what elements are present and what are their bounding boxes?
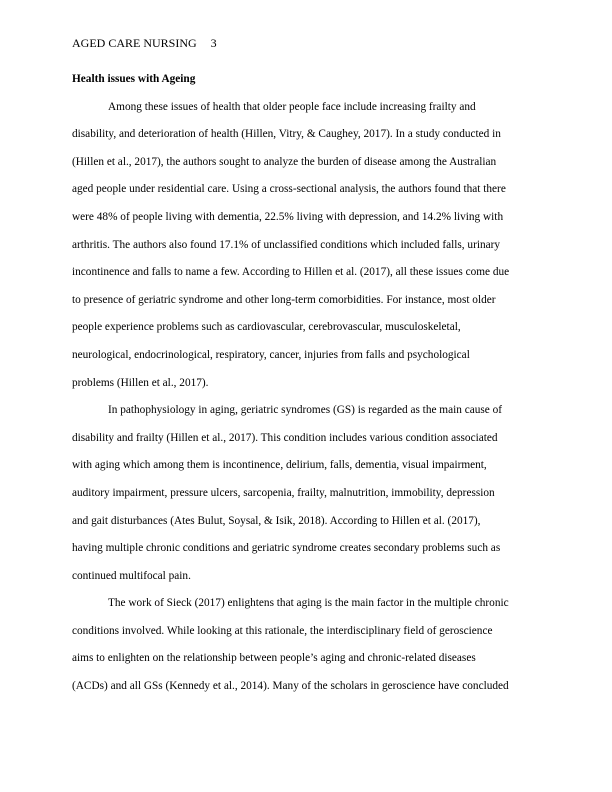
paragraph-line: aged people under residential care. Using a cross-sectional analysis, the authors found that there	[72, 183, 506, 196]
paragraph-line: with aging which among them is incontinence, delirium, falls, dementia, visual impairment,	[72, 459, 487, 472]
paragraph-line: were 48% of people living with dementia, 22.5% living with depression, and 14.2% living with	[72, 210, 504, 223]
paragraph-line: disability and frailty (Hillen et al., 2017). This condition includes various condition associated	[72, 431, 498, 444]
paragraph-line: to presence of geriatric syndrome and other long-term comorbidities. For instance, most older	[72, 293, 496, 306]
paragraph-line: (ACDs) and all GSs (Kennedy et al., 2014). Many of the scholars in geroscience have concluded	[72, 680, 509, 693]
paragraph-line: incontinence and falls to name a few. According to Hillen et al. (2017), all these issues come due	[72, 266, 510, 279]
paragraph-line: Among these issues of health that older people face include increasing frailty and	[108, 100, 476, 113]
page-number: 3	[210, 36, 217, 50]
paragraph-line: The work of Sieck (2017) enlightens that aging is the main factor in the multiple chronic	[108, 597, 509, 610]
paragraph-line: having multiple chronic conditions and geriatric syndrome creates secondary problems such as	[72, 542, 501, 555]
paragraph-line: people experience problems such as cardiovascular, cerebrovascular, musculoskeletal,	[72, 321, 461, 334]
paragraph-2	[72, 397, 540, 590]
document-body	[72, 66, 540, 701]
paragraph-line: disability, and deterioration of health (Hillen, Vitry, & Caughey, 2017). In a study conducted in	[72, 128, 501, 141]
paragraph-1	[72, 94, 540, 398]
paragraph-line: neurological, endocrinological, respiratory, cancer, injuries from falls and psychological	[72, 348, 470, 361]
paragraph-line: problems (Hillen et al., 2017).	[72, 376, 209, 389]
paragraph-line: arthritis. The authors also found 17.1% of unclassified conditions which included falls, urinary	[72, 238, 501, 251]
paragraph-line: (Hillen et al., 2017), the authors sought to analyze the burden of disease among the Australian	[72, 155, 497, 168]
paragraph-line: auditory impairment, pressure ulcers, sarcopenia, frailty, malnutrition, immobility, depression	[72, 486, 495, 499]
running-title: AGED CARE NURSING	[72, 36, 197, 50]
paragraph-line: aims to enlighten on the relationship between people’s aging and chronic-related diseases	[72, 652, 476, 665]
paragraph-line: and gait disturbances (Ates Bulut, Soysal, & Isik, 2018). According to Hillen et al. (2017),	[72, 514, 481, 527]
paragraph-3	[72, 590, 540, 700]
section-heading: Health issues with Ageing	[72, 73, 196, 85]
paragraph-line: In pathophysiology in aging, geriatric syndromes (GS) is regarded as the main cause of	[108, 404, 503, 417]
paragraph-line: conditions involved. While looking at this rationale, the interdisciplinary field of geroscience	[72, 624, 493, 637]
page-header	[72, 36, 217, 51]
paragraph-line: continued multifocal pain.	[72, 569, 191, 582]
